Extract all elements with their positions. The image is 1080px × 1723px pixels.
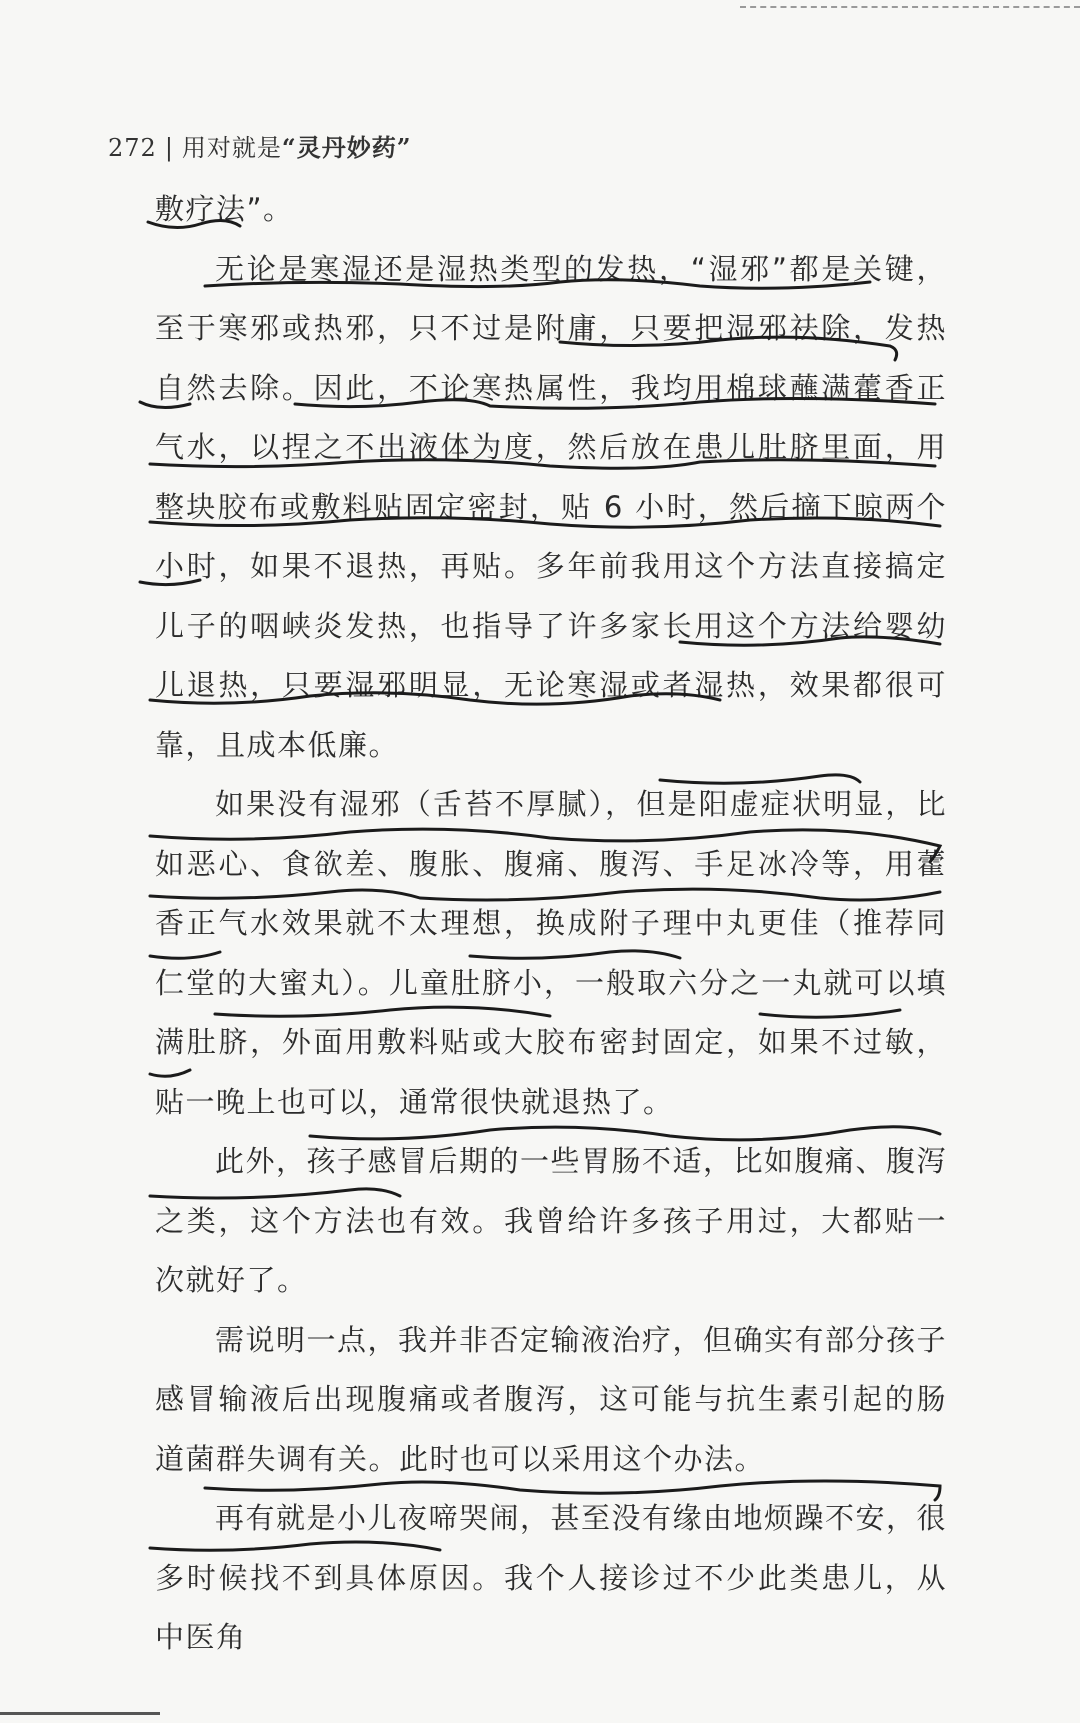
paragraph-yang-deficiency: 如果没有湿邪（舌苔不厚腻），但是阳虚症状明显，比如恶心、食欲差、腹胀、腹痛、腹泻、手足冰冷等，用藿香正气水效果就不太理想，换成附子理中丸更佳（推荐同仁堂的大蜜丸）。儿童肚脐小，一般取六分之一丸就可以填满肚脐，外面用敷料贴或大胶布密封固定，如果不过敏，贴一晚上也可以，通常很快就退热了。 xyxy=(155,787,947,1119)
page-bottom-edge xyxy=(0,1712,160,1715)
book-title-quoted: “灵丹妙药” xyxy=(281,133,412,162)
paragraph-night-crying: 再有就是小儿夜啼哭闹，甚至没有缘由地烦躁不安，很多时候找不到具体原因。我个人接诊过不少此类患儿，从中医角 xyxy=(155,1501,948,1654)
book-title-prefix: 用对就是 xyxy=(181,134,282,162)
running-header xyxy=(108,128,412,163)
page-top-edge xyxy=(740,0,1080,8)
paragraph-continuation: 敷疗法”。 xyxy=(155,192,294,226)
page-number: 272 xyxy=(108,134,157,162)
paragraph-infusion-note: 需说明一点，我并非否定输液治疗，但确实有部分孩子感冒输液后出现腹痛或者腹泻，这可能与抗生素引起的肠道菌群失调有关。此时也可以采用这个办法。 xyxy=(155,1322,948,1476)
header-separator: | xyxy=(164,134,174,162)
paragraph-dampness-fever: 无论是寒湿还是湿热类型的发热，“湿邪”都是关键，至于寒邪或热邪，只不过是附庸，只要把湿邪祛除，发热自然去除。因此，不论寒热属性，我均用棉球蘸满藿香正气水，以捏之不出液体为度，然后放在患儿肚脐里面，用整块胶布或敷料贴固定密封，贴 6 小时，然后摘下晾两个小时，如果不退热，再贴。多年前我用这个方法直接搞定儿子的咽峡炎发热，也指导了许多家长用这个方法给婴幼儿退热，只要湿邪明显，无论寒湿或者湿热，效果都很可靠，且成本低廉。 xyxy=(155,251,947,762)
body-text xyxy=(155,180,947,1668)
paragraph-gastro: 此外，孩子感冒后期的一些胃肠不适，比如腹痛、腹泻之类，这个方法也有效。我曾给许多孩子用过，大都贴一次就好了。 xyxy=(155,1144,948,1297)
